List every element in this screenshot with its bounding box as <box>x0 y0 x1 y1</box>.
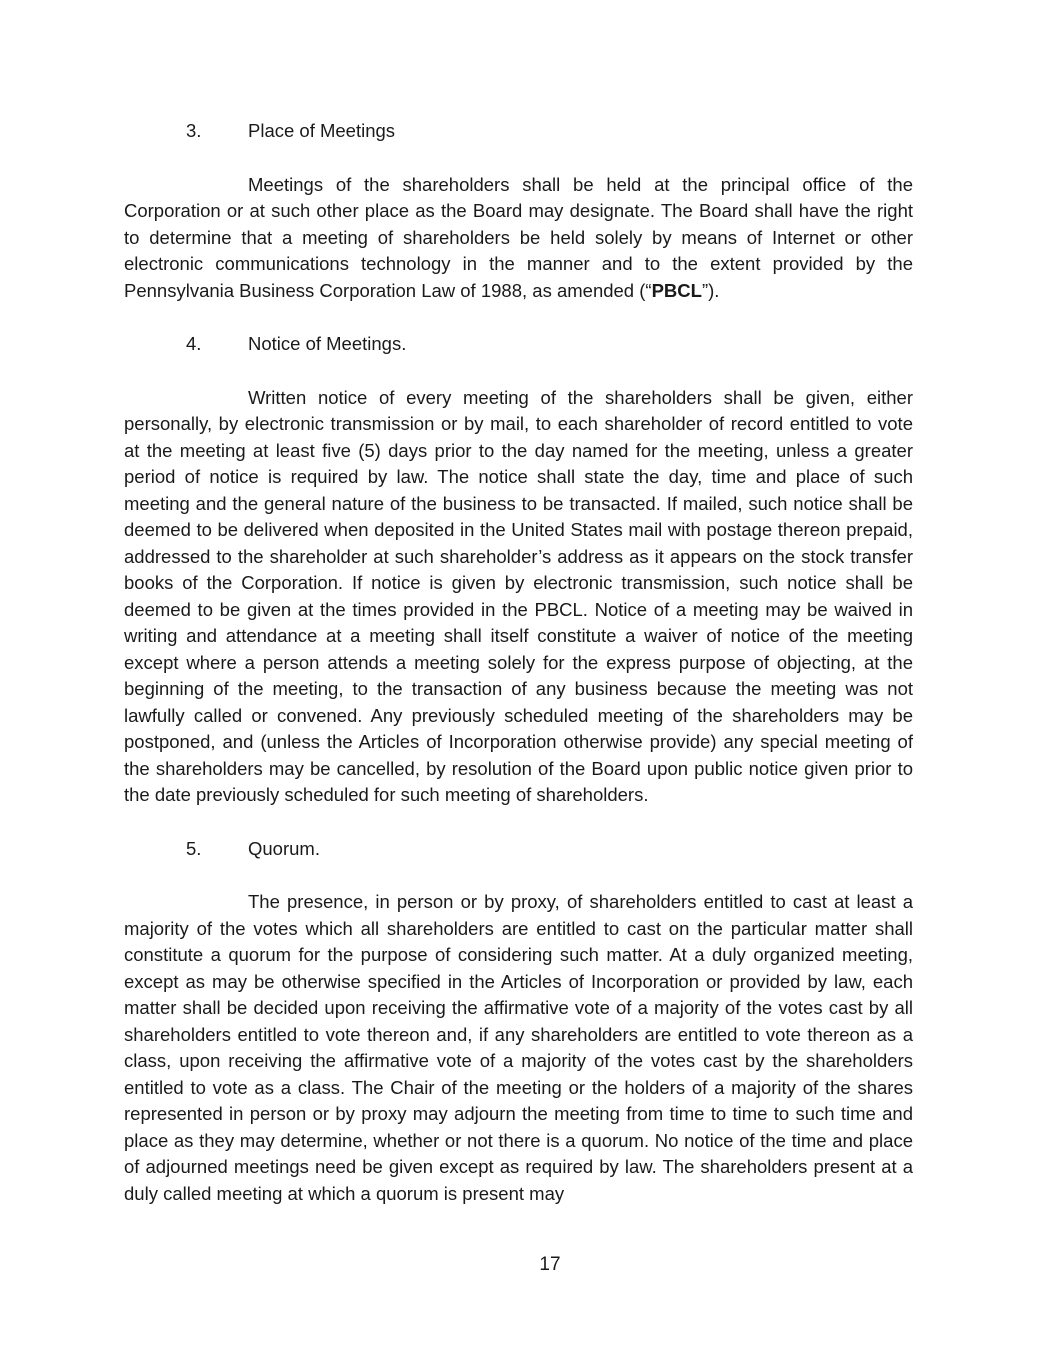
page-number: 17 <box>539 1254 561 1275</box>
section-paragraph: The presence, in person or by proxy, of shareholders entitled to cast at least a majority of the votes which all shareholders are entitled to cast on the particular matter shall constitute a quorum for the purpose of considering such matter. At a duly organized meeting, except as may be otherwise specified in the Articles of Incorporation or provided by law, each matter shall be decided upon receiving the affirmative vote of a majority of the votes cast by all shareholders entitled to vote thereon and, if any shareholders are entitled to vote thereon as a class, upon receiving the affirmative vote of a majority of the votes cast by the shareholders entitled to vote as a class. The Chair of the meeting or the holders of a majority of the shares represented in person or by proxy may adjourn the meeting from time to time to such time and place as they may determine, whether or not there is a quorum. No notice of the time and place of adjourned meetings need be given except as required by law. The shareholders present at a duly called meeting at which a quorum is present may <box>124 891 913 1204</box>
defined-term: PBCL <box>651 279 702 301</box>
section-number: 3. <box>186 120 202 141</box>
section-title: Quorum. <box>248 837 320 859</box>
section-paragraph: Written notice of every meeting of the shareholders shall be given, either personally, by electronic transmission or by mail, to each shareholder of record entitled to vote at the meeting at least five (5) days prior to the day named for the meeting, unless a greater period of notice is required by law. The notice shall state the day, time and place of such meeting and the general nature of the business to be transacted. If mailed, such notice shall be deemed to be delivered when deposited in the United States mail with postage thereon prepaid, addressed to the shareholder at such shareholder’s address as it appears on the stock transfer books of the Corporation. If notice is given by electronic transmission, such notice shall be deemed to be given at the times provided in the PBCL. Notice of a meeting may be waived in writing and attendance at a meeting shall itself constitute a waiver of notice of the meeting except where a person attends a meeting solely for the express purpose of objecting, at the beginning of the meeting, to the transaction of any business because the meeting was not lawfully called or convened. Any previously scheduled meeting of the shareholders may be postponed, and (unless the Articles of Incorporation otherwise provide) any special meeting of the shareholders may be cancelled, by resolution of the Board upon public notice given prior to the date previously scheduled for such meeting of shareholders. <box>124 386 913 805</box>
section-heading <box>124 836 913 863</box>
section-title: Notice of Meetings. <box>248 333 407 354</box>
paragraph-text: Meetings of the shareholders shall be held at the principal office of the Corporation or at such other place as the Board may designate. The Board shall have the right to determine that a meeting of shareholders be held solely by means of Internet or other electronic communications technology in the manner and to the extent provided by the Pennsylvania Business Corporation Law of 1988, as amended (“ <box>124 173 913 301</box>
section-heading <box>124 118 913 145</box>
section-heading <box>124 331 913 358</box>
section-number: 4. <box>186 333 202 354</box>
section-title: Place of Meetings <box>248 120 396 141</box>
section-number: 5. <box>186 837 202 859</box>
paragraph-text: ”). <box>701 279 720 301</box>
section-paragraph <box>124 172 913 305</box>
document-page <box>124 118 913 1207</box>
